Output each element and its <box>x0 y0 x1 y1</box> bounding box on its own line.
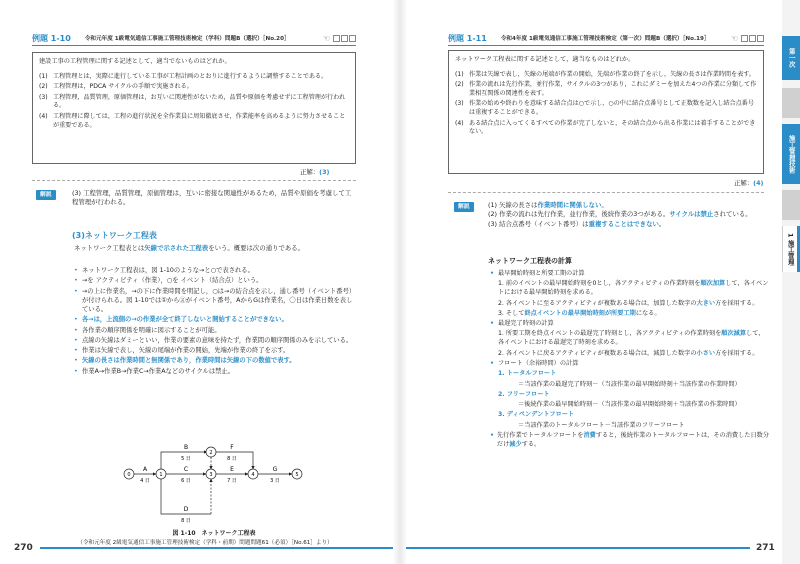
bullet-item: • 作業A→作業B→作業C→作業Aなどのサイクルは禁止。 <box>74 367 235 375</box>
check-box[interactable] <box>757 35 764 42</box>
tab-sekou-kanri-gijutsu[interactable]: 施工管理技術 <box>782 124 800 184</box>
checkbox-group <box>731 33 764 45</box>
check-box[interactable] <box>333 35 340 42</box>
example-label: 例題 1-11 <box>448 34 487 44</box>
choice-item: (1) 作業は矢線で表し，矢線の尾端が作業の開始，先端が作業の終了を示し，矢線の長さは作業時間を表す。 <box>455 70 755 78</box>
bullet-item: • 点線の矢線はダミーといい，作業の要素の意味を持たず，作業間の順序関係のみを示している。 <box>74 336 353 344</box>
hand-icon: ☜ <box>730 34 738 43</box>
svg-text:4: 4 <box>251 472 255 478</box>
hand-icon: ☜ <box>322 34 330 43</box>
tab-spacer <box>782 88 800 118</box>
question-stem: 建設工事の工程管理に関する記述として，適当でないものはどれか。 <box>39 58 231 65</box>
page-number-left: 270 <box>14 543 33 553</box>
explanation-badge: 解説 <box>454 202 474 212</box>
svg-text:A: A <box>142 466 148 473</box>
svg-text:5: 5 <box>295 472 299 478</box>
explanation-badge: 解説 <box>36 190 56 200</box>
check-box[interactable] <box>349 35 356 42</box>
choice-item: (4) 工程管理に際しては，工程の進行状況を全作業員に周知徹底させ，作業能率を高めるように努力させることが重要である。 <box>39 112 346 129</box>
bullet-item: • 各→は，上流側の→の作業が全て終了しないと開始することができない。 <box>74 316 288 324</box>
choice-item: (2) 作業の流れは先行作業，並行作業，サイクルの3つがあり，これにダミーを加えた4つの作業に分類して作業相互関係の関連性を表す。 <box>455 81 757 98</box>
answer-left: 正解：(3) <box>300 168 330 176</box>
svg-text:6 日: 6 日 <box>181 478 191 484</box>
svg-text:B: B <box>183 444 189 451</box>
question-box-left <box>32 52 356 164</box>
page-number-right: 271 <box>756 543 775 553</box>
calc-block: • 最早開始時刻と所要工期の計算 1. 前のイベントの最早開始時刻を0とし，各アクティビティの作業時刻を順次加算して，各イベントにおける最早開始時刻を求める。 2. 各イベントに至るアクティビティが複数ある場合は，加算した数字の大きい方を採用する。 3. そして終点イベントの最早開始時刻が所要工期になる。 • 最遅完了時刻の計算 1. 所要工期を終点イベントの最遅完了時刻とし，各アクティビティの作業時刻を順次減算して，各イベントにおける最遅完了時刻を求める。 2. 各イベントに戻るアクティビティが複数ある場合は，減算した数字の小さい方を採用する。 • フロート（余裕時間）の計算 1. トータルフロート ＝当該作業の最遅完了時刻－（当該作業の最早開始時刻＋当該作業の作業時間） 2. フリーフロート ＝後続作業の最早開始時刻－（当該作業の最早開始時刻＋当該作業の作業時間） 3. ディペンデントフロート ＝当該作業のトータルフロート－当該作業のフリーフロート • 先行作業でトータルフロートを消費すると，後続作業のトータルフロートは，その消費した日数分だけ減少する。 <box>490 270 770 448</box>
tab-sekou-kanri[interactable]: 1 施工管理 <box>782 226 800 272</box>
svg-text:F: F <box>230 444 234 451</box>
example-header-left <box>32 33 356 46</box>
bullet-item: • 各作業の順序関係を明確に図示することが可能。 <box>74 326 221 334</box>
svg-text:5 日: 5 日 <box>181 456 191 462</box>
section-intro: ネットワーク工程表とは矢線で示された工程表をいう。概要は次の通りである。 <box>74 244 305 252</box>
choice-item: (1) 工程管理とは，実際に進行している工事が工程計画のとおりに進行するように調整することである。 <box>39 72 328 80</box>
side-tab-bar <box>782 0 800 564</box>
choice-item: (3) 作業の始めや終わりを意味する結合点は○で示し，○の中に結合点番号として正数数を記入し結合点番号は重複することができる。 <box>455 100 754 117</box>
svg-text:0: 0 <box>127 472 131 478</box>
svg-text:3 日: 3 日 <box>270 478 280 484</box>
check-box[interactable] <box>341 35 348 42</box>
question-stem: ネットワーク工程表に関する記述として，適当なものはどれか。 <box>455 56 635 63</box>
svg-text:8 日: 8 日 <box>181 518 191 524</box>
choice-item: (4) ある結合点に入ってくるすべての作業が完了しないと，その結合点から出る作業には着手することができない。 <box>455 119 756 136</box>
network-bullets <box>74 266 358 377</box>
choice-item: (2) 工程管理は，PDCA サイクルの手順で実施される。 <box>39 83 193 91</box>
bullet-item: • 作業は矢線で表し，矢線の尾端が作業の開始，先端が作業の終了を示す。 <box>74 347 290 355</box>
svg-text:1: 1 <box>159 472 163 478</box>
bottom-rule <box>40 547 394 549</box>
check-box[interactable] <box>741 35 748 42</box>
svg-text:4 日: 4 日 <box>140 478 150 484</box>
example-header-right <box>448 33 764 46</box>
section-title: (3)ネットワーク工程表 <box>72 231 157 240</box>
example-label: 例題 1-10 <box>32 34 71 44</box>
calc-title: ネットワーク工程表の計算 <box>488 257 572 265</box>
svg-text:8 日: 8 日 <box>227 456 237 462</box>
answer-right: 正解：(4) <box>734 179 764 187</box>
bullet-item: • →の上に作業名，→の下に作業時間を明記し，○は→の結合点を示し，通し番号（イベント番号）が付けられる。図 1-10では①からⓖがイベント番号，AからGは作業名，〇日は作業日数を表している。 <box>74 287 356 313</box>
figure-caption: 図 1-10 ネットワーク工程表 <box>172 530 256 537</box>
check-box[interactable] <box>749 35 756 42</box>
svg-text:G: G <box>272 466 278 473</box>
right-page <box>400 0 800 564</box>
example-title: 令和元年度 1級電気通信工事施工管理技術検定（学科）問題B（選択）［No.20］ <box>84 35 290 42</box>
bullet-item: • →を アクティビティ（作業），○を イベント（結合点）という。 <box>74 277 263 285</box>
svg-text:D: D <box>183 506 189 513</box>
tab-spacer <box>782 190 800 220</box>
example-title: 令和4年度 1級電気通信工事施工管理技術検定（第一次）問題B（選択）［No.19］ <box>500 35 710 42</box>
figure-source: （令和元年度 2級電気通信工事施工管理技術検定（学科・前期）問題問題61（必須）［No.61］より） <box>77 540 333 546</box>
svg-text:E: E <box>230 466 234 473</box>
network-diagram <box>112 440 312 528</box>
choice-item: (3) 工程管理，品質管理，原価管理は，お互いに関連性がないため，品質や原価を考慮せずに工程管理が行われる。 <box>39 93 346 110</box>
explanation-text: (1) 矢線の長さは作業時間に関係しない。 (2) 作業の流れは先行作業，並行作業，後続作業の3つがある。サイクルは禁止されている。 (3) 結合点番号（イベント番号）は重複することはできない。 <box>488 201 752 228</box>
bullet-item: • ネットワーク工程表は，図 1-10のような→と○で表される。 <box>74 267 254 274</box>
bullet-item: • 矢線の長さは作業時間と無関係であり，作業時間は矢線の下の数値で表す。 <box>74 357 296 365</box>
svg-text:2: 2 <box>209 450 213 456</box>
svg-text:C: C <box>183 466 189 473</box>
explanation-text: (3) 工程管理，品質管理，原価管理は，互いに密接な関連性があるため，品質や原価を考慮して工程管理が行われる。 <box>72 189 352 207</box>
svg-text:3: 3 <box>209 472 213 478</box>
checkbox-group <box>323 33 356 45</box>
question-box-right <box>448 50 764 174</box>
bottom-rule <box>406 547 750 549</box>
svg-text:7 日: 7 日 <box>227 478 237 484</box>
tab-daiichiji[interactable]: 第一次 <box>782 36 800 80</box>
